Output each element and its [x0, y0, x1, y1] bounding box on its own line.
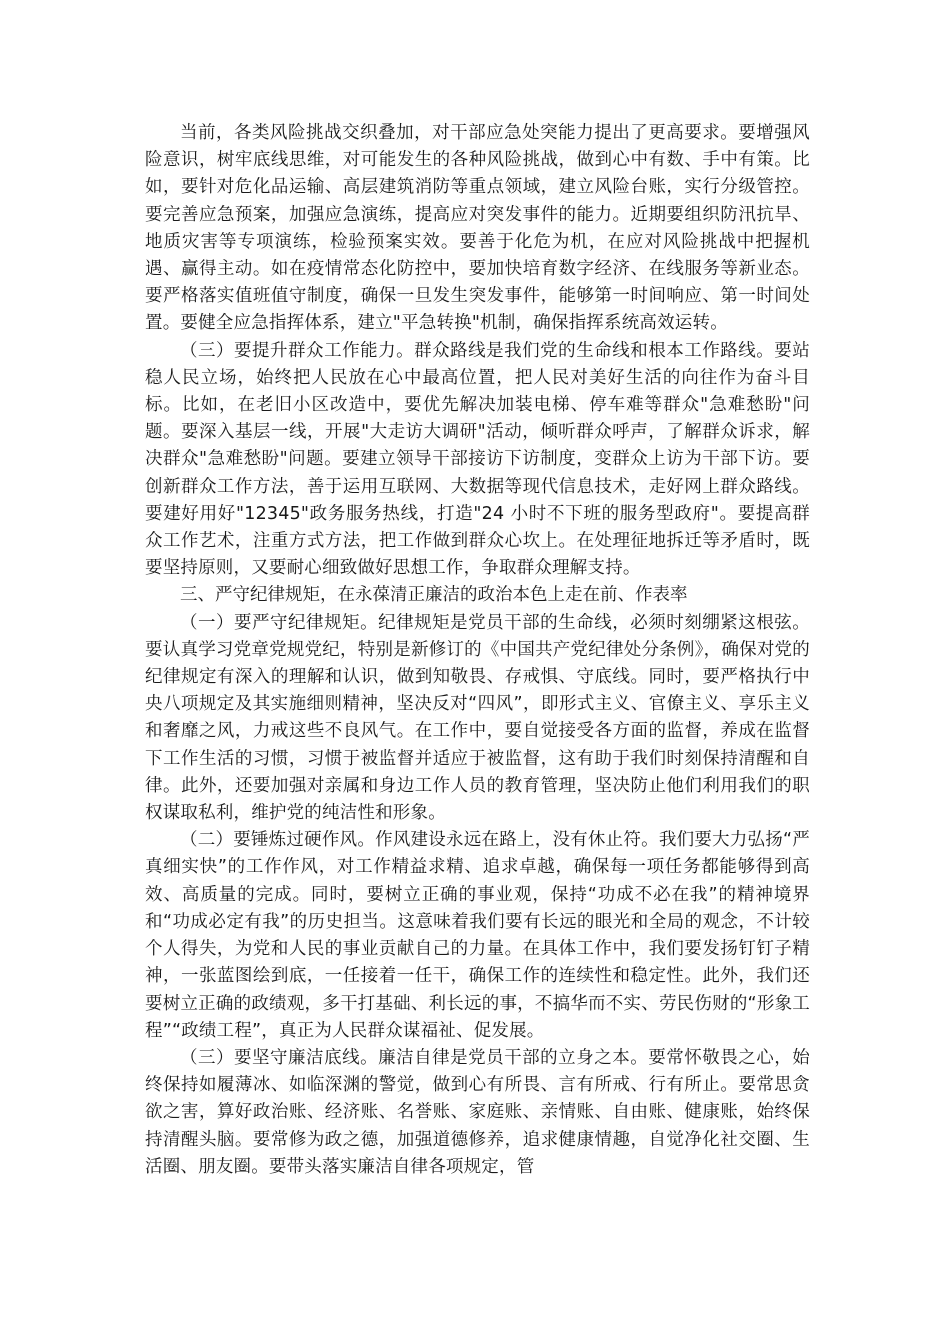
paragraph-mass-work: （三）要提升群众工作能力。群众路线是我们党的生命线和根本工作路线。要站稳人民立场，始终把人民放在心中最高位置，把人民对美好生活的向往作为奋斗目标。比如，在老旧小区改造中，要优先解决加装电梯、停车难等群众"急难愁盼"问题。要深入基层一线，开展"大走访大调研"活动，倾听群众呼声，了解群众诉求，解决群众"急难愁盼"问题。要建立领导干部接访下访制度，变群众上访为干部下访。要创新群众工作方法，善于运用互联网、大数据等现代信息技术，走好网上群众路线。要建好用好"12345"政务服务热线，打造"24 小时不下班的服务型政府"。要提高群众工作艺术，注重方式方法，把工作做到群众心坎上。在处理征地拆迁等矛盾时，既要坚持原则，又要耐心细致做好思想工作，争取群众理解支持。 — [145, 340, 810, 579]
paragraph-work-style: （二）要锤炼过硬作风。作风建设永远在路上，没有休止符。我们要大力弘扬“严真细实快”的工作作风，对工作精益求精、追求卓越，确保每一项任务都能够得到高效、高质量的完成。同时，要树立正确的事业观，保持“功成不必在我”的精神境界和“功成必定有我”的历史担当。这意味着我们要有长远的眼光和全局的观念，不计较个人得失，为党和人民的事业贡献自己的力量。在具体工作中，我们要发扬钉钉子精神，一张蓝图绘到底，一任接着一任干，确保工作的连续性和稳定性。此外，我们还要树立正确的政绩观，多干打基础、利长远的事，不搞华而不实、劳民伤财的“形象工程”“政绩工程”，真正为人民群众谋福祉、促发展。 — [145, 830, 810, 1041]
section-heading-discipline: 三、严守纪律规矩，在永葆清正廉洁的政治本色上走在前、作表率 — [180, 585, 688, 606]
paragraph-discipline-rules: （一）要严守纪律规矩。纪律规矩是党员干部的生命线，必须时刻绷紧这根弦。要认真学习党章党规党纪，特别是新修订的《中国共产党纪律处分条例》，确保对党的纪律规定有深入的理解和认识，做到知敬畏、存戒惧、守底线。同时，要严格执行中央八项规定及其实施细则精神，坚决反对“四风”，即形式主义、官僚主义、享乐主义和奢靡之风，力戒这些不良风气。在工作中，要自觉接受各方面的监督，养成在监督下工作生活的习惯，习惯于被监督并适应于被监督，这有助于我们时刻保持清醒和自律。此外，还要加强对亲属和身边工作人员的教育管理，坚决防止他们利用我们的职权谋取私利，维护党的纯洁性和形象。 — [145, 612, 810, 824]
document-body — [145, 120, 810, 1181]
paragraph-emergency-response: 当前，各类风险挑战交织叠加，对干部应急处突能力提出了更高要求。要增强风险意识，树牢底线思维，对可能发生的各种风险挑战，做到心中有数、手中有策。比如，要针对危化品运输、高层建筑消防等重点领域，建立风险台账，实行分级管控。要完善应急预案，加强应急演练，提高应对突发事件的能力。近期要组织防汛抗旱、地质灾害等专项演练，检验预案实效。要善于化危为机，在应对风险挑战中把握机遇、赢得主动。如在疫情常态化防控中，要加快培育数字经济、在线服务等新业态。要严格落实值班值守制度，确保一旦发生突发事件，能够第一时间响应、第一时间处置。要健全应急指挥体系，建立"平急转换"机制，确保指挥系统高效运转。 — [145, 123, 810, 334]
paragraph-integrity: （三）要坚守廉洁底线。廉洁自律是党员干部的立身之本。要常怀敬畏之心，始终保持如履薄冰、如临深渊的警觉，做到心有所畏、言有所戒、行有所止。要常思贪欲之害，算好政治账、经济账、名誉账、家庭账、亲情账、自由账、健康账，始终保持清醒头脑。要常修为政之德，加强道德修养，追求健康情趣，自觉净化社交圈、生活圈、朋友圈。要带头落实廉洁自律各项规定，管 — [145, 1047, 810, 1177]
